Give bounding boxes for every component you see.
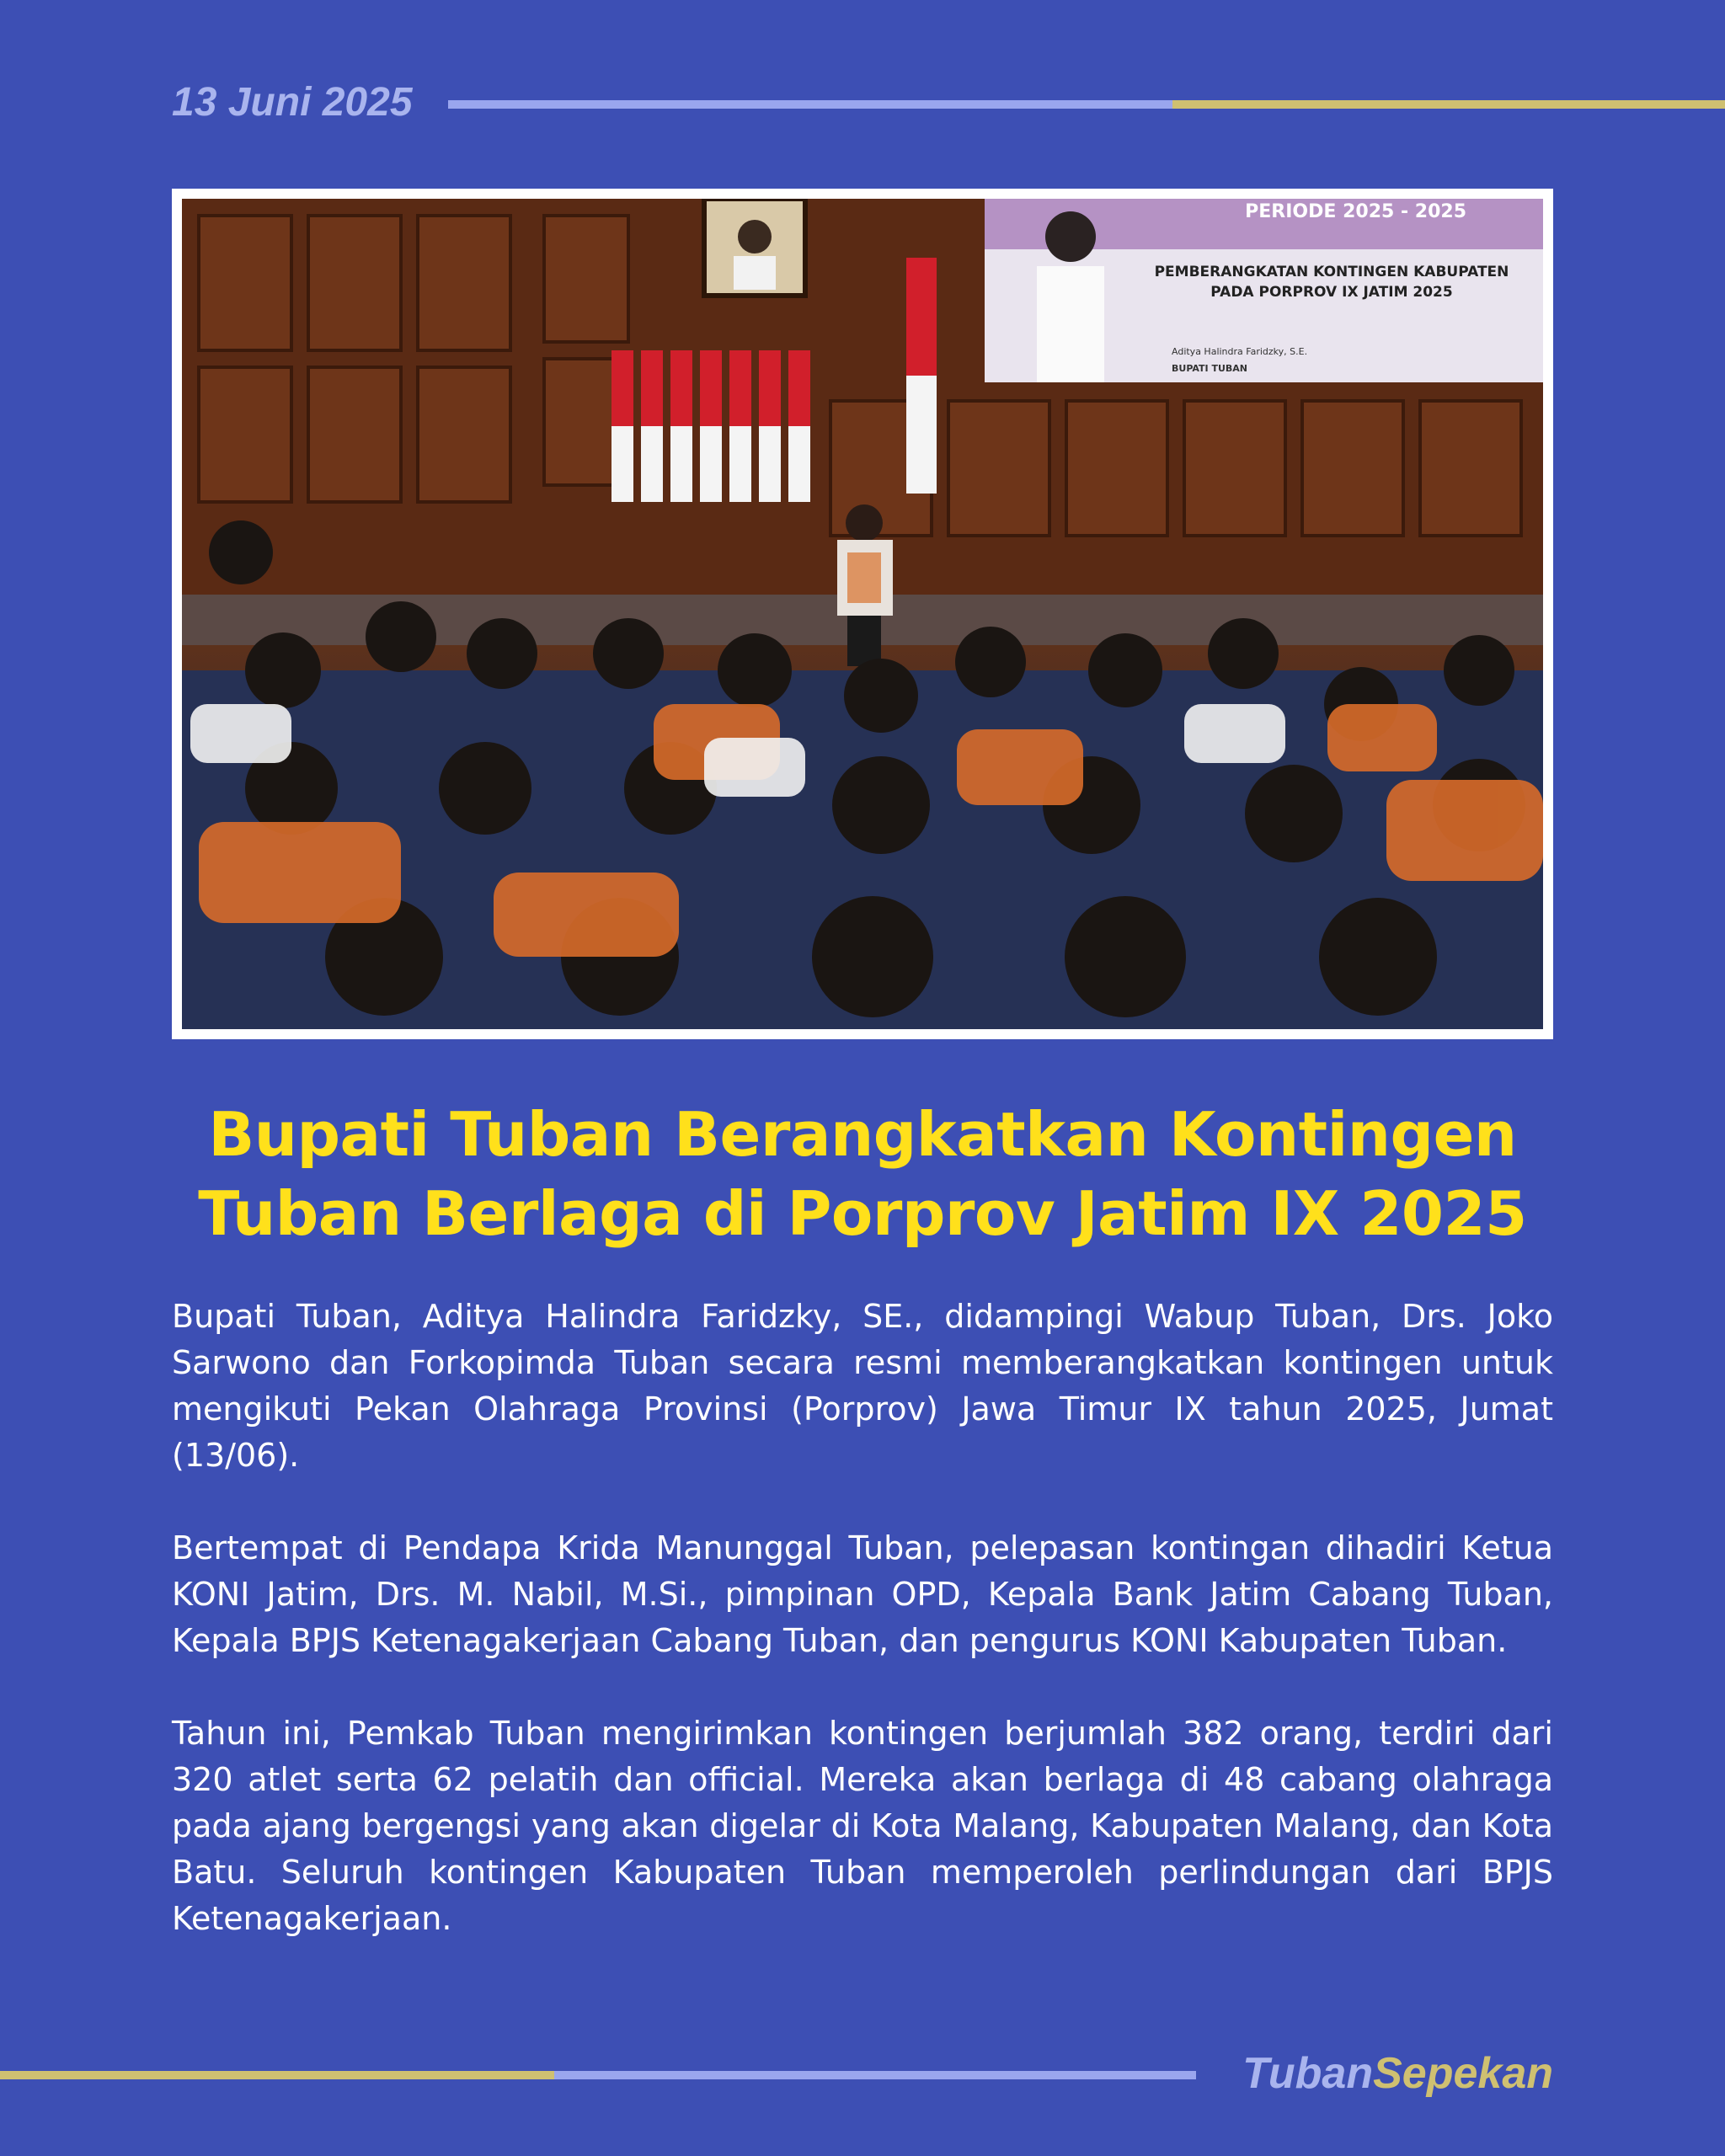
brand-part-1: Tuban [1242,2049,1374,2098]
photo-illustration [182,199,1543,1029]
brand-logo-text [1242,2048,1553,2099]
article-date: 13 Juni 2025 [172,80,413,125]
article-paragraph-1: Bupati Tuban, Aditya Halindra Faridzky, SE., didampingi Wabup Tuban, Drs. Joko Sarwono dan Forkopimda Tuban secara resmi memberangkatkan kontingen untuk mengikuti Pekan Olahraga Provinsi (Porprov) Jawa Timur IX tahun 2025, Jumat (13/06). [172,1298,1553,1474]
screen-role-text: BUPATI TUBAN [1172,363,1247,374]
header-divider-blue [448,100,1172,109]
footer-divider-gold [0,2071,554,2079]
article-body [172,1294,1553,1988]
screen-name-text: Aditya Halindra Faridzky, S.E. [1172,346,1308,357]
header-divider-gold [1172,100,1725,109]
article-photo-frame [172,189,1553,1039]
article-photo [182,199,1543,1029]
article-paragraph-3: Tahun ini, Pemkab Tuban mengirimkan kontingen berjumlah 382 orang, terdiri dari 320 atlet serta 62 pelatih dan official. Mereka akan berlaga di 48 cabang olahraga pada ajang bergengsi yang akan digelar di Kota Malang, Kabupaten Malang, dan Kota Batu. Seluruh kontingen Kabupaten Tuban memperoleh perlindungan dari BPJS Ketenagakerjaan. [172,1715,1553,1937]
headline-line-1: Bupati Tuban Berangkatkan Kontingen [208,1099,1517,1170]
footer-divider-blue [554,2071,1196,2079]
headline-line-2: Tuban Berlaga di Porprov Jatim IX 2025 [198,1178,1527,1249]
screen-title-line2: PADA PORPROV IX JATIM 2025 [1210,284,1453,301]
screen-period-text: PERIODE 2025 - 2025 [1245,201,1466,222]
article-headline [172,1095,1553,1253]
article-paragraph-2: Bertempat di Pendapa Krida Manunggal Tuban, pelepasan kontingan dihadiri Ketua KONI Jatim, Drs. M. Nabil, M.Si., pimpinan OPD, Kepala Bank Jatim Cabang Tuban, Kepala BPJS Ketenagakerjaan Cabang Tuban, dan pengurus KONI Kabupaten Tuban. [172,1529,1553,1659]
screen-title-line1: PEMBERANGKATAN KONTINGEN KABUPATEN [1154,264,1509,280]
brand-part-2: Sepekan [1373,2049,1553,2098]
